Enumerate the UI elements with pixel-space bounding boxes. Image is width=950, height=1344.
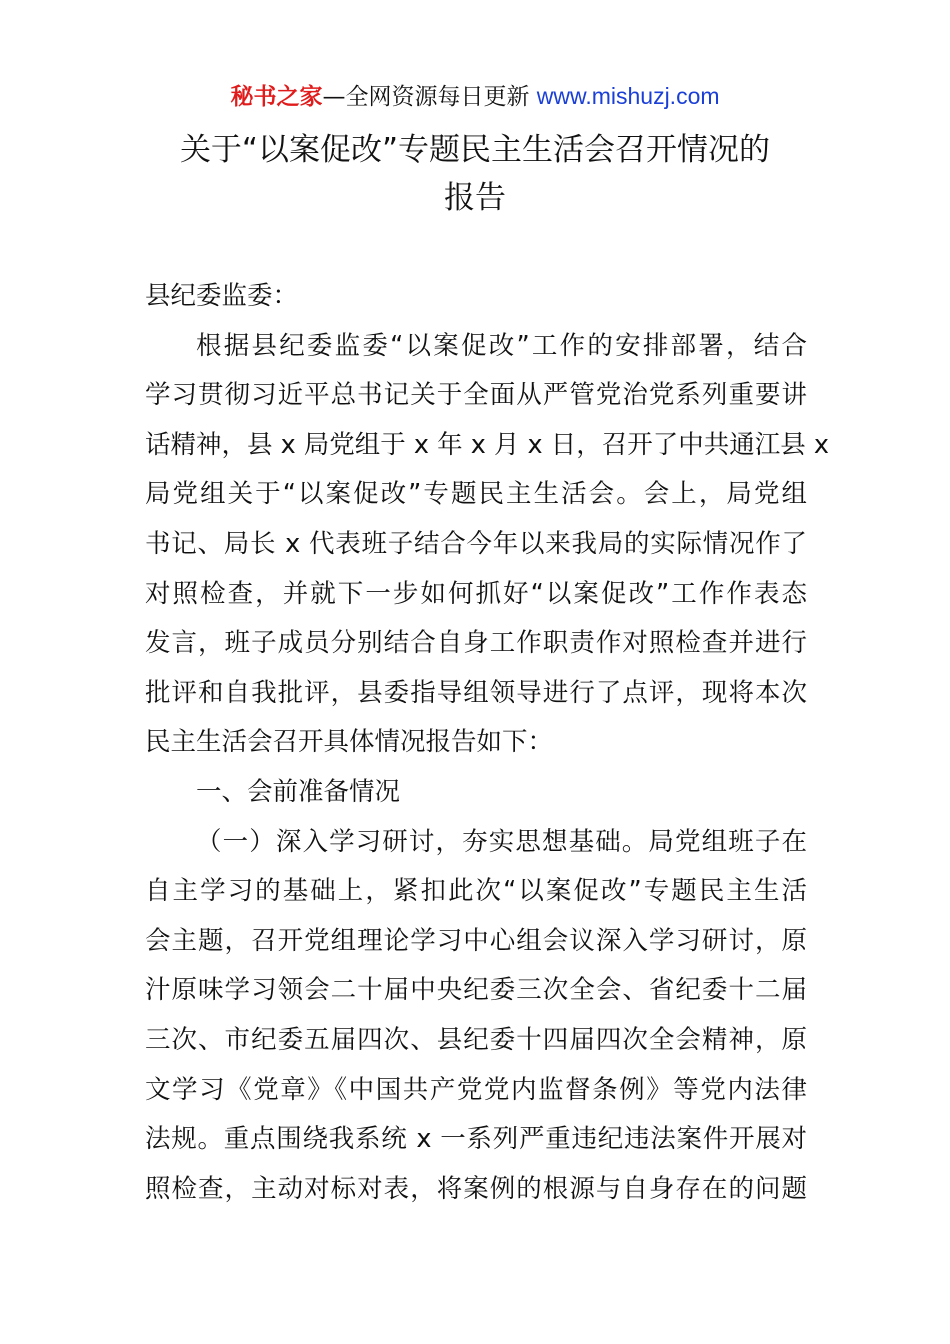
title-line-1: 关于“以案促改”专题民主生活会召开情况的 [179, 132, 771, 168]
paragraph-line: 照检查，主动对标对表，将案例的根源与自身存在的问题 [145, 1173, 807, 1204]
paragraph-line: 根据县纪委监委“以案促改”工作的安排部署，结合 [196, 330, 807, 361]
paragraph-line: 学习贯彻习近平总书记关于全面从严管党治党系列重要讲 [145, 380, 807, 411]
site-url[interactable]: www.mishuzj.com [536, 83, 720, 109]
paragraph-line: 会主题，召开党组理论学习中心组会议深入学习研讨，原 [145, 925, 807, 956]
paragraph-line: 话精神，县 x 局党组于 x 年 x 月 x 日，召开了中共通江县 x [145, 429, 829, 460]
site-brand: 秘书之家 [230, 84, 323, 110]
paragraph-line: 发言，班子成员分别结合自身工作职责作对照检查并进行 [145, 628, 807, 659]
document-body [145, 272, 829, 1214]
paragraph-line: （一）深入学习研讨，夯实思想基础。局党组班子在 [196, 826, 807, 857]
paragraph-line: 三次、市纪委五届四次、县纪委十四届四次全会精神，原 [145, 1024, 807, 1055]
paragraph-line: 对照检查，并就下一步如何抓好“以案促改”工作作表态 [145, 578, 807, 609]
title-line-2: 报告 [444, 180, 506, 216]
salutation: 县纪委监委： [145, 281, 299, 311]
paragraph-line: 文学习《党章》《中国共产党党内监督条例》等党内法律 [145, 1074, 807, 1105]
document-title [120, 126, 830, 222]
paragraph-line: 法规。重点围绕我系统 x 一系列严重违纪违法案件开展对 [145, 1124, 807, 1155]
paragraph-line: 书记、局长 x 代表班子结合今年以来我局的实际情况作了 [145, 528, 807, 559]
paragraph-line: 民主生活会召开具体情况报告如下： [145, 727, 554, 758]
paragraph-line: 批评和自我批评，县委指导组领导进行了点评，现将本次 [145, 677, 807, 708]
site-header [0, 80, 950, 113]
section-heading: 一、会前准备情况 [196, 776, 401, 807]
paragraph-line: 局党组关于“以案促改”专题民主生活会。会上，局党组 [145, 479, 807, 510]
paragraph-line: 汁原味学习领会二十届中央纪委三次全会、省纪委十二届 [145, 975, 807, 1006]
paragraph-line: 自主学习的基础上，紧扣此次“以案促改”专题民主生活 [145, 876, 807, 907]
site-tagline: —全网资源每日更新 [322, 84, 537, 110]
